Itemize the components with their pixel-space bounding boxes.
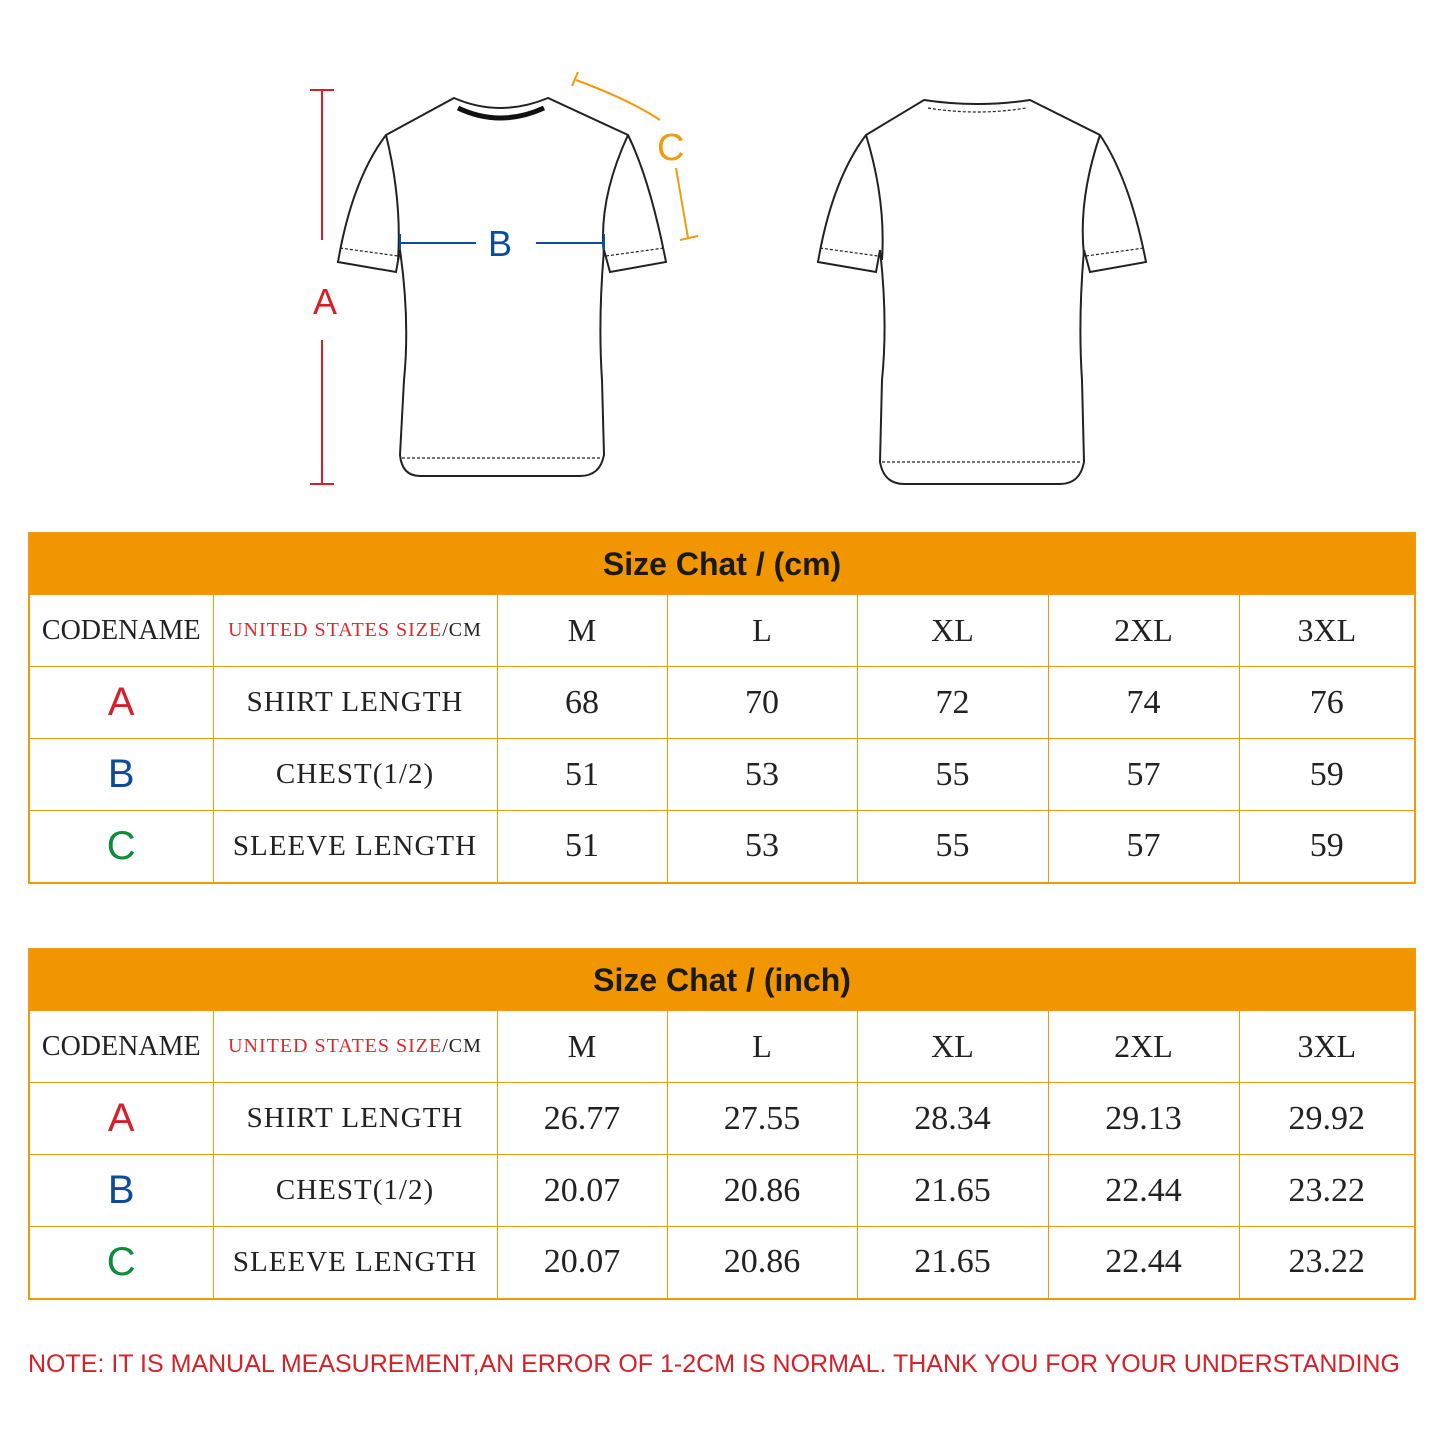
table-row-chest bbox=[29, 1155, 1415, 1227]
size-header-2xl: 2XL bbox=[1048, 1011, 1239, 1083]
value-cell: 27.55 bbox=[667, 1083, 857, 1155]
value-cell: 59 bbox=[1239, 811, 1415, 883]
size-header-xl: XL bbox=[857, 1011, 1048, 1083]
value-cell: 55 bbox=[857, 811, 1048, 883]
measurement-note: NOTE: IT IS MANUAL MEASUREMENT,AN ERROR OF 1-2CM IS NORMAL. THANK YOU FOR YOUR UNDERSTANDING bbox=[28, 1350, 1400, 1378]
value-cell: 29.92 bbox=[1239, 1083, 1415, 1155]
value-cell: 22.44 bbox=[1048, 1155, 1239, 1227]
table-header-row bbox=[29, 1011, 1415, 1083]
codename-header: CODENAME bbox=[29, 1011, 213, 1083]
value-cell: 29.13 bbox=[1048, 1083, 1239, 1155]
value-cell: 74 bbox=[1048, 667, 1239, 739]
value-cell: 21.65 bbox=[857, 1155, 1048, 1227]
us-size-header: UNITED STATES SIZE/CM bbox=[213, 595, 497, 667]
front-tshirt-outline bbox=[338, 98, 666, 476]
table-title: Size Chat / (inch) bbox=[29, 949, 1415, 1011]
value-cell: 20.86 bbox=[667, 1227, 857, 1299]
table-row-chest bbox=[29, 739, 1415, 811]
value-cell: 28.34 bbox=[857, 1083, 1048, 1155]
code-c: C bbox=[29, 811, 213, 883]
size-header-l: L bbox=[667, 1011, 857, 1083]
value-cell: 20.07 bbox=[497, 1227, 667, 1299]
size-header-l: L bbox=[667, 595, 857, 667]
size-header-xl: XL bbox=[857, 595, 1048, 667]
codename-header: CODENAME bbox=[29, 595, 213, 667]
size-header-m: M bbox=[497, 1011, 667, 1083]
value-cell: 68 bbox=[497, 667, 667, 739]
code-b: B bbox=[29, 1155, 213, 1227]
value-cell: 59 bbox=[1239, 739, 1415, 811]
measure-label: SLEEVE LENGTH bbox=[213, 1227, 497, 1299]
value-cell: 57 bbox=[1048, 811, 1239, 883]
size-chart-inch-table bbox=[28, 948, 1416, 1300]
size-chart-cm-table bbox=[28, 532, 1416, 884]
size-header-3xl: 3XL bbox=[1239, 595, 1415, 667]
value-cell: 70 bbox=[667, 667, 857, 739]
size-header-2xl: 2XL bbox=[1048, 595, 1239, 667]
code-c: C bbox=[29, 1227, 213, 1299]
table-row-shirt-length bbox=[29, 1083, 1415, 1155]
value-cell: 21.65 bbox=[857, 1227, 1048, 1299]
measure-a-label: A bbox=[313, 281, 338, 322]
measure-label: CHEST(1/2) bbox=[213, 1155, 497, 1227]
value-cell: 57 bbox=[1048, 739, 1239, 811]
code-b: B bbox=[29, 739, 213, 811]
table-row-sleeve-length bbox=[29, 1227, 1415, 1299]
value-cell: 23.22 bbox=[1239, 1155, 1415, 1227]
value-cell: 23.22 bbox=[1239, 1227, 1415, 1299]
measure-c-label: C bbox=[657, 127, 685, 169]
value-cell: 20.86 bbox=[667, 1155, 857, 1227]
back-tshirt-outline bbox=[818, 100, 1146, 484]
us-size-header: UNITED STATES SIZE/CM bbox=[213, 1011, 497, 1083]
value-cell: 72 bbox=[857, 667, 1048, 739]
value-cell: 51 bbox=[497, 811, 667, 883]
value-cell: 53 bbox=[667, 739, 857, 811]
code-a: A bbox=[29, 667, 213, 739]
value-cell: 53 bbox=[667, 811, 857, 883]
table-row-sleeve-length bbox=[29, 811, 1415, 883]
value-cell: 26.77 bbox=[497, 1083, 667, 1155]
table-title: Size Chat / (cm) bbox=[29, 533, 1415, 595]
size-header-3xl: 3XL bbox=[1239, 1011, 1415, 1083]
value-cell: 51 bbox=[497, 739, 667, 811]
table-header-row bbox=[29, 595, 1415, 667]
measure-b-label: B bbox=[488, 223, 513, 264]
value-cell: 55 bbox=[857, 739, 1048, 811]
value-cell: 22.44 bbox=[1048, 1227, 1239, 1299]
tshirt-diagram bbox=[0, 0, 1445, 520]
measure-label: SHIRT LENGTH bbox=[213, 1083, 497, 1155]
measure-label: SHIRT LENGTH bbox=[213, 667, 497, 739]
value-cell: 76 bbox=[1239, 667, 1415, 739]
measure-label: CHEST(1/2) bbox=[213, 739, 497, 811]
code-a: A bbox=[29, 1083, 213, 1155]
table-row-shirt-length bbox=[29, 667, 1415, 739]
size-header-m: M bbox=[497, 595, 667, 667]
measure-label: SLEEVE LENGTH bbox=[213, 811, 497, 883]
value-cell: 20.07 bbox=[497, 1155, 667, 1227]
